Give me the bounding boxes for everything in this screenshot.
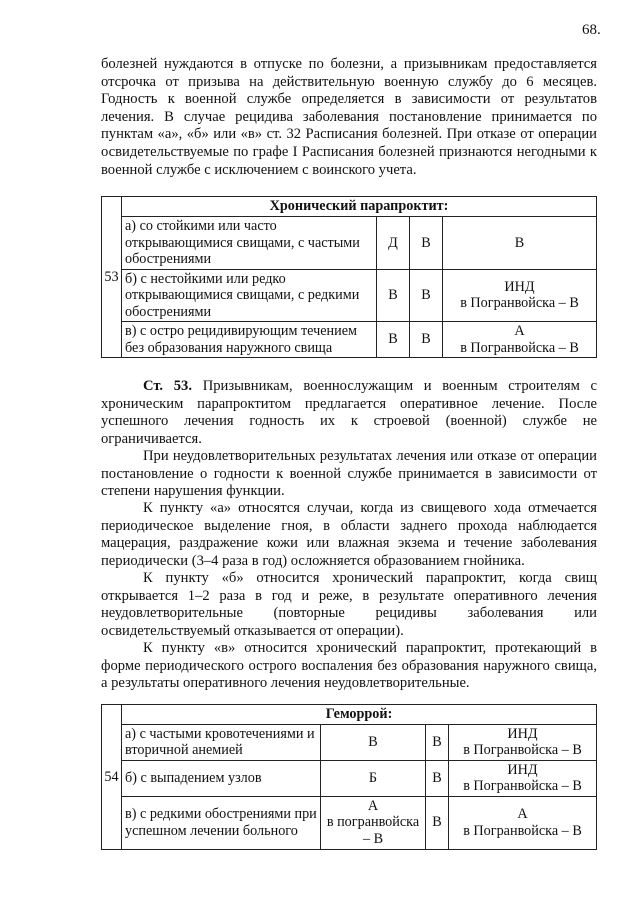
grade-3 (443, 217, 597, 270)
page-number: 68. (582, 22, 601, 38)
grade-1: Д (377, 217, 410, 270)
table-row (102, 269, 597, 322)
grade-3-main: А (517, 806, 528, 822)
grade-1-main: Б (368, 769, 378, 786)
row-condition: б) с выпадением узлов (122, 760, 321, 796)
grade-2: В (410, 217, 443, 270)
grade-3-main: ИНД (507, 725, 538, 742)
table-row (102, 760, 597, 796)
grade-1-main: А (367, 797, 379, 814)
grade-2: В (426, 796, 449, 849)
article-53-p5: К пункту «в» относится хронический парапроктит, протекающий в форме периодического острого воспаления без образования наружного свища, а результаты оперативного лечения неудовлетворительные. (101, 640, 597, 692)
grade-1: В (377, 269, 410, 322)
grade-2: В (410, 269, 443, 322)
grade-3-note: в Погранвойска – В (463, 742, 582, 758)
grade-1 (321, 796, 426, 849)
grade-3-note: в Погранвойска – В (463, 822, 582, 839)
grade-3 (449, 796, 597, 849)
grade-1 (321, 760, 426, 796)
article-number: 53 (102, 197, 122, 358)
article-lead: Ст. 53. (143, 378, 192, 394)
row-condition: в) с остро рецидивирующим течением без образования наружного свища (122, 322, 377, 358)
row-condition: а) с частыми кровотечениями и вторичной анемией (122, 724, 321, 760)
paragraph-top: болезней нуждаются в отпуске по болезни, а призывникам предоставляется отсрочка от призыва на действительную военную службу до 6 месяцев. Годность к военной службе определяется в зависимости от результатов лечения. В случае рецидива заболевания постановление принимается по пунктам «а», «б» или «в» ст. 32 Расписания болезней. При отказе от операции освидетельствуемые по графе I Расписания болезней признаются негодными к военной службе с исключением с воинского учета. (101, 56, 597, 178)
grade-3-note: в Погранвойска – В (460, 339, 579, 356)
table-article-53 (101, 196, 597, 358)
grade-3 (449, 724, 597, 760)
grade-3-note: в Погранвойска – В (460, 295, 579, 312)
article-53-p3: К пункту «а» относятся случаи, когда из свищевого хода отмечается периодическое выделение гноя, в области заднего прохода наблюдается мацерация, раздражение кожи или влажная экзема и течение заболевания периодически (3–4 раза в год) осложняется образованием гнойника. (101, 500, 597, 569)
row-condition: в) с редкими обострениями при успешном лечении больного (122, 796, 321, 849)
table-row (102, 724, 597, 760)
table-header: Хронический парапроктит: (122, 197, 597, 217)
grade-2: В (426, 724, 449, 760)
grade-2: В (410, 322, 443, 358)
article-53-p4: К пункту «б» относится хронический парапроктит, когда свищ открывается 1–2 раза в год и реже, в результате оперативного лечения неудовлетворительные (повторные рецидивы заболевания или освидетельствуемый отказывается от операции). (101, 570, 597, 639)
table-article-54 (101, 704, 597, 850)
table-row (102, 217, 597, 270)
row-condition: а) со стойкими или часто открывающимися свищами, с частыми обострениями (122, 217, 377, 270)
grade-1-note: в погранвойска – В (326, 814, 420, 847)
grade-3 (443, 269, 597, 322)
grade-1 (321, 724, 426, 760)
grade-2: В (426, 760, 449, 796)
grade-3-main: А (514, 323, 525, 339)
grade-3 (449, 760, 597, 796)
article-number: 54 (102, 705, 122, 850)
article-53-p2: При неудовлетворительных результатах лечения или отказе от операции постановление о годности к военной службе принимается в зависимости от степени нарушения функции. (101, 448, 597, 500)
grade-1: В (377, 322, 410, 358)
grade-1-main: В (368, 733, 378, 750)
article-53-p1 (101, 378, 597, 448)
grade-3-note: в Погранвойска – В (463, 778, 582, 794)
row-condition: б) с нестойкими или редко открывающимися свищами, с редкими обострениями (122, 269, 377, 322)
table-row (102, 322, 597, 358)
grade-3 (443, 322, 597, 358)
grade-3-main: ИНД (504, 278, 535, 295)
table-row (102, 796, 597, 849)
grade-3-main: ИНД (507, 761, 538, 778)
grade-3-main: В (514, 234, 525, 251)
table-header: Геморрой: (122, 705, 597, 725)
article-53-p1-text: Призывникам, военнослужащим и военным строителям с хроническим парапроктитом предлагается оперативное лечение. После успешного лечения годность их к строевой (военной) службе не ограничивается. (101, 378, 597, 447)
